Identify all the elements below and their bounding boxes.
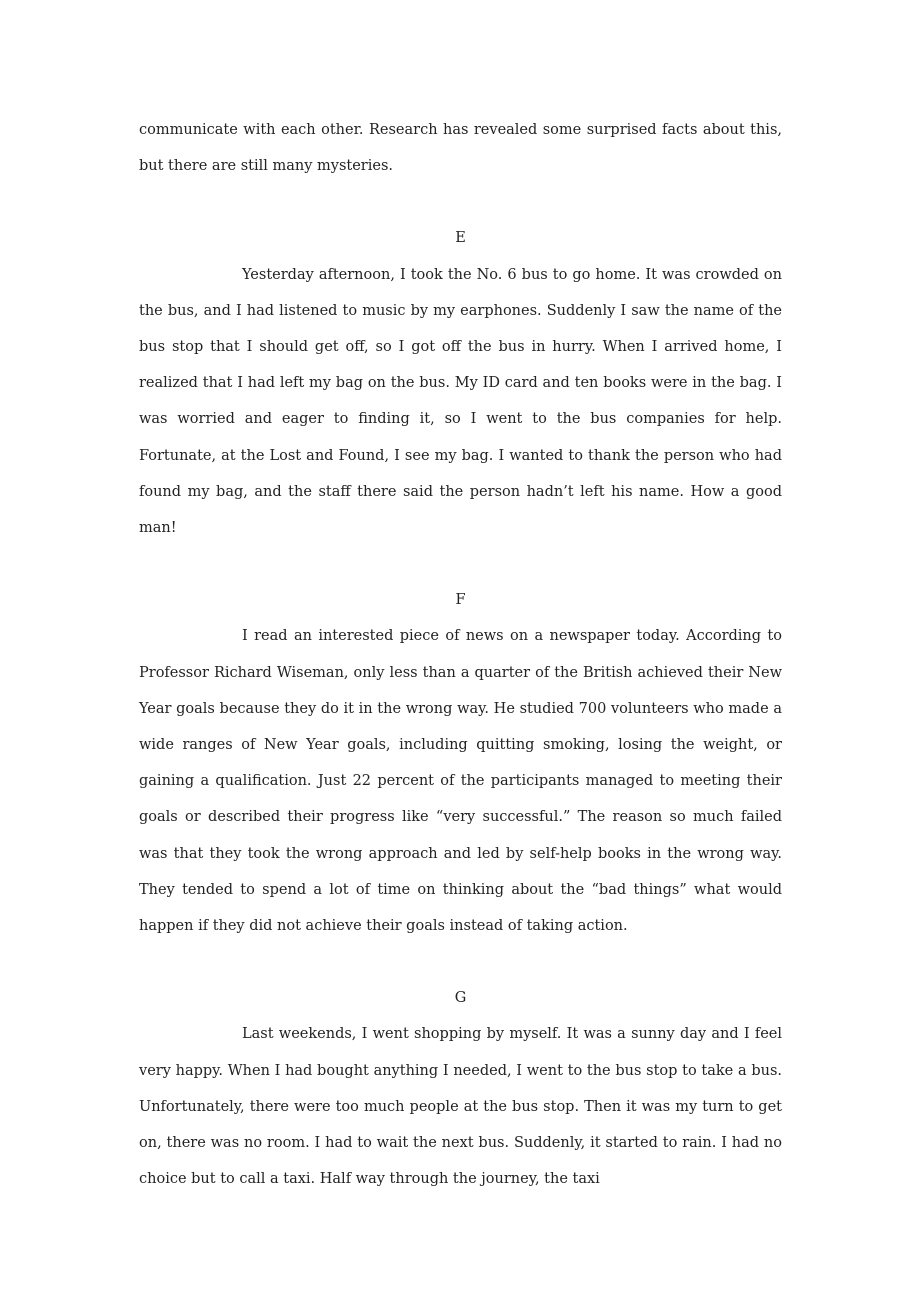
section-f: [139, 582, 782, 944]
section-paragraph-f: I read an interested piece of news on a newspaper today. According to Professor Richard Wiseman, only less than a quarter of the British achieved their New Year goals because they do it in the wrong way. He studied 700 volunteers who made a wide ranges of New Year goals, including quitting smoking, losing the weight, or gaining a qualification. Just 22 percent of the participants managed to meeting their goals or described their progress like “very successful.” The reason so much failed was that they took the wrong approach and led by self-help books in the wrong way. They tended to spend a lot of time on thinking about the “bad things” what would happen if they did not achieve their goals instead of taking action.: [139, 628, 782, 935]
section-paragraph-e: Yesterday afternoon, I took the No. 6 bus to go home. It was crowded on the bus, and I had listened to music by my earphones. Suddenly I saw the name of the bus stop that I should get off, so I got off the bus in hurry. When I arrived home, I realized that I had left my bag on the bus. My ID card and ten books were in the bag. I was worried and eager to finding it, so I went to the bus companies for help. Fortunate, at the Lost and Found, I see my bag. I wanted to thank the person who had found my bag, and the staff there said the person hadn’t left his name. How a good man!: [139, 266, 782, 537]
section-e: [139, 220, 782, 546]
section-heading-f: F: [455, 592, 466, 609]
document-page: [139, 112, 782, 1197]
section-heading-e: E: [455, 230, 466, 247]
intro-paragraph: communicate with each other. Research has revealed some surprised facts about this, but there are still many mysteries.: [139, 122, 782, 175]
section-heading-g: G: [454, 990, 467, 1007]
section-paragraph-g: Last weekends, I went shopping by myself. It was a sunny day and I feel very happy. When I had bought anything I needed, I went to the bus stop to take a bus. Unfortunately, there were too much people at the bus stop. Then it was my turn to get on, there was no room. I had to wait the next bus. Suddenly, it started to rain. I had no choice but to call a taxi. Half way through the journey, the taxi: [139, 1026, 782, 1188]
section-g: [139, 980, 782, 1197]
